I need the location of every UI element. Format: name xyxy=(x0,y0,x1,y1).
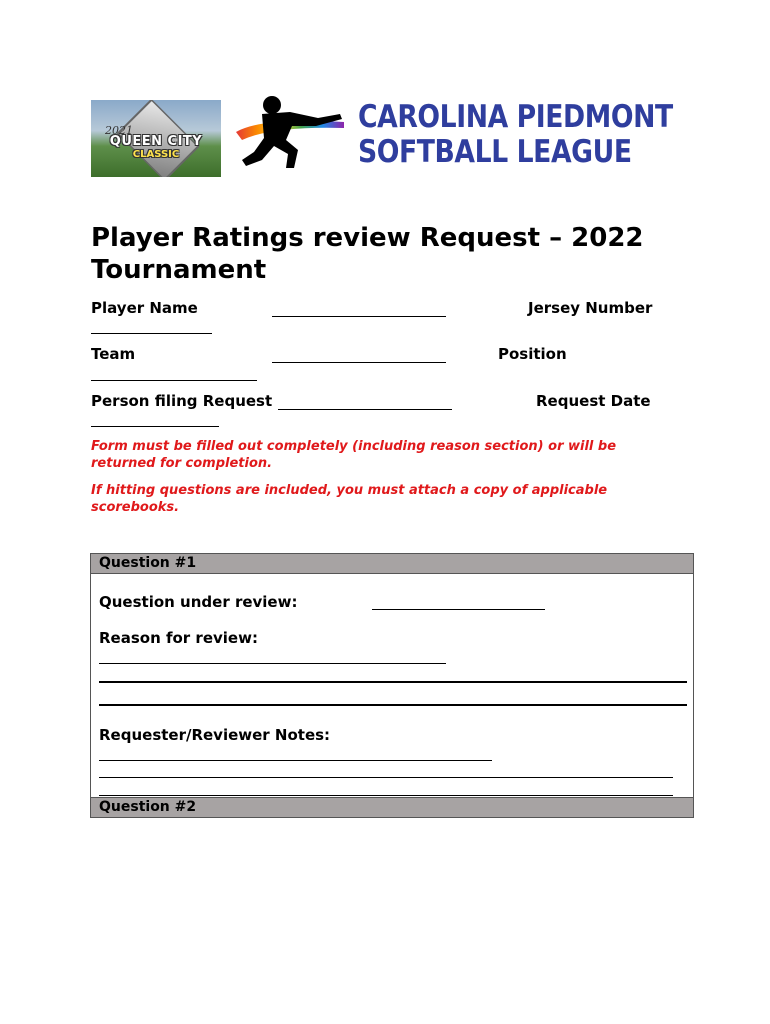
logo-line2: CLASSIC xyxy=(132,149,180,160)
warning-attach-scorebooks: If hitting questions are included, you must attach a copy of applicable scorebooks. xyxy=(91,483,608,515)
batter-silhouette-icon xyxy=(232,92,347,172)
question-under-review-label: Question under review: xyxy=(99,593,298,611)
jersey-number-field[interactable] xyxy=(91,333,212,334)
reason-label: Reason for review: xyxy=(99,629,258,647)
notes-field-line2[interactable] xyxy=(99,777,673,778)
notes-field-line1[interactable] xyxy=(99,760,492,761)
request-date-label: Request Date xyxy=(536,392,651,410)
position-label: Position xyxy=(498,345,567,363)
notes-field-line3[interactable] xyxy=(99,795,673,796)
queen-city-classic-logo xyxy=(91,100,221,177)
person-filing-label: Person filing Request xyxy=(91,392,273,410)
reason-field-line2[interactable] xyxy=(99,681,687,683)
org-name xyxy=(358,100,724,170)
person-filing-field[interactable] xyxy=(278,409,452,410)
player-name-field[interactable] xyxy=(272,316,446,317)
question-2-header xyxy=(91,797,693,817)
warning-complete-form: Form must be filled out completely (including reason section) or will be returned for completion. xyxy=(91,439,617,471)
notes-label: Requester/Reviewer Notes: xyxy=(99,726,331,744)
logo-year: 2021 xyxy=(105,124,133,137)
org-name-line2: SOFTBALL LEAGUE xyxy=(358,134,632,170)
jersey-number-label: Jersey Number xyxy=(528,299,653,317)
request-date-field[interactable] xyxy=(91,426,219,427)
question-under-review-field[interactable] xyxy=(372,609,545,610)
logo-line1: QUEEN CITY xyxy=(109,134,203,149)
reason-field-line3[interactable] xyxy=(99,704,687,706)
question-1-title: Question #1 xyxy=(99,555,197,571)
org-name-line1: CAROLINA PIEDMONT xyxy=(358,99,673,135)
question-1-section xyxy=(90,553,694,818)
team-label: Team xyxy=(91,345,136,363)
question-2-title: Question #2 xyxy=(99,799,197,815)
team-field[interactable] xyxy=(272,362,446,363)
player-name-label: Player Name xyxy=(91,299,198,317)
position-field[interactable] xyxy=(91,380,257,381)
reason-field-line1[interactable] xyxy=(99,663,446,664)
question-1-header xyxy=(91,554,693,574)
page-title: Player Ratings review Request – 2022 Tournament xyxy=(91,223,644,285)
